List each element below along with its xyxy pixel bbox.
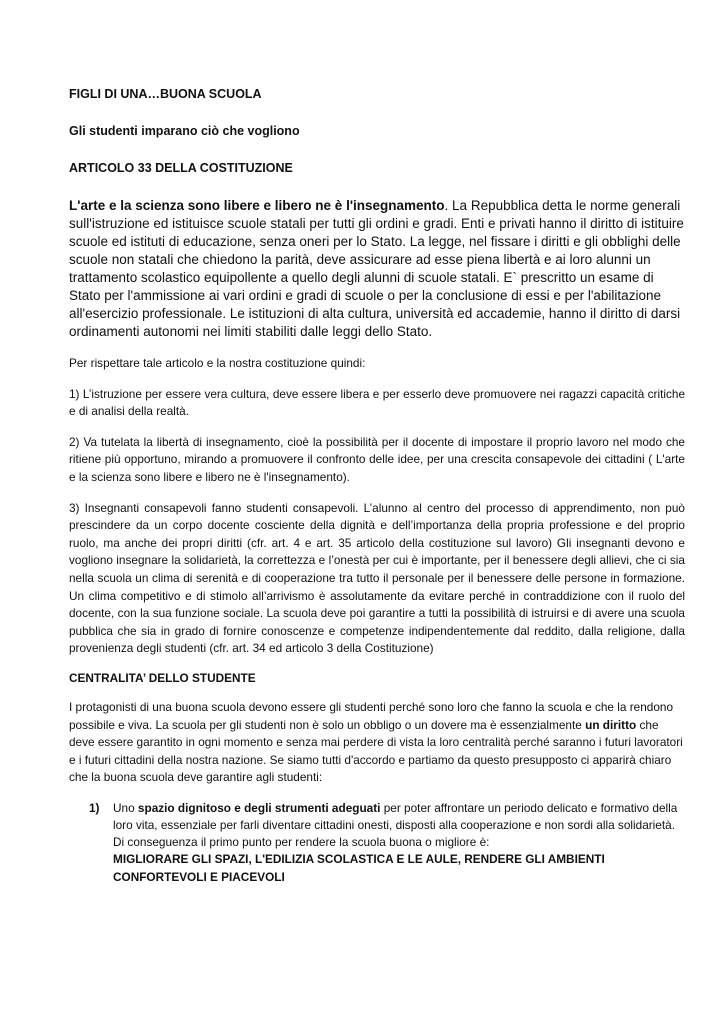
article-text <box>69 197 685 341</box>
centralita-paragraph <box>69 699 685 787</box>
centralita-bold: un diritto <box>585 717 637 732</box>
centralita-text-before: I protagonisti di una buona scuola devono essere gli studenti perché sono loro che fanno la scuola e che la rendono possibile e viva. La scuola per gli studenti non è solo un obbligo o un dovere ma è essenzialmente <box>69 699 674 732</box>
lead-in-paragraph: Per rispettare tale articolo e la nostra costituzione quindi: <box>69 356 366 370</box>
centralita-text-after: che deve essere garantito in ogni momento e senza mai perdere di vista la loro centralità perché saranno i futuri lavoratori e i futuri cittadini della nostra nazione. Se siamo tutti d'accordo e partiamo da questo presupposto ci apparirà chiaro che la buona scuola deve garantire agli studenti: <box>69 717 683 785</box>
list-item-text: per poter affrontare un periodo delicato e formativo della loro vita, essenziale per farli diventare cittadini onesti, disposti alla cooperazione e non sordi alla solidarietà. Di conseguenza il primo punto per rendere la scuola buona o migliore è: <box>113 800 678 850</box>
document-subtitle: Gli studenti imparano ciò che vogliono <box>69 124 300 138</box>
section-heading-centralita: CENTRALITA’ DELLO STUDENTE <box>69 670 256 685</box>
article-heading: ARTICOLO 33 DELLA COSTITUZIONE <box>69 161 293 175</box>
list-item-pre: Uno <box>113 800 138 815</box>
list-item-bold: spazio dignitoso e degli strumenti adeguati <box>137 800 381 815</box>
article-body: . La Repubblica detta le norme generali sull'istruzione ed istituisce scuole statali per tutti gli ordini e gradi. Enti e privati hanno il diritto di istituire scuole ed istituti di educazione, senza oneri per lo Stato. La legge, nel fissare i diritti e gli obblighi delle scuole non statali che chiedono la parità, deve assicurare ad esse piena libertà e ai loro alunni un trattamento scolastico equipollente a quello degli alunni di scuole statali. E` prescritto un esame di Stato per l'ammissione ai vari ordini e gradi di scuole o per la conclusione di essi e per l'abilitazione all'esercizio professionale. Le istituzioni di alta cultura, università ed accademie, hanno il diritto di darsi ordinamenti autonomi nei limiti stabiliti dalle leggi dello Stato. <box>69 198 684 339</box>
list-item-caps: MIGLIORARE GLI SPAZI, L'EDILIZIA SCOLASTICA E LE AULE, RENDERE GLI AMBIENTI CONFORTEVOLI E PIACEVOLI <box>113 852 605 884</box>
list-item-number: 1) <box>89 800 100 815</box>
point-paragraph-2: 2) Va tutelata la libertà di insegnamento, cioè la possibilità per il docente di impostare il proprio lavoro nel modo che ritiene più opportuno, mirando a promuovere il confronto delle idee, per una crescita consapevole dei cittadini ( L'arte e la scienza sono libere e libero ne è l'insegnamento). <box>69 434 685 484</box>
document-title: FIGLI DI UNA…BUONA SCUOLA <box>69 87 262 101</box>
point-paragraph-3: 3) Insegnanti consapevoli fanno studenti consapevoli. L’alunno al centro del processo di apprendimento, non può prescindere da un corpo docente cosciente della dignità e dell’importanza della propria professione e del proprio ruolo, ma anche dei propri diritti (cfr. art. 4 e art. 35 articolo della costituzione sul lavoro) Gli insegnanti devono e vogliono insegnare la solidarietà, la correttezza e l’onestà per cui è importante, per il benessere degli allievi, che ci sia nella scuola un clima di serenità e di cooperazione tra tutto il personale per il benessere delle persone in formazione. Un clima competitivo e di stimolo all’arrivismo è assolutamente da evitare perché in contraddizione con il ruolo del docente, con la sua funzione sociale. La scuola deve poi garantire a tutti la possibilità di istruirsi e di avere una scuola pubblica che sia in grado di fornire conoscenze e competenze indipendentemente dal reddito, dalla religione, dalla provenienza degli studenti (cfr. art. 34 ed articolo 3 della Costituzione) <box>69 500 685 656</box>
list-item <box>69 800 685 886</box>
article-bold-lead: L'arte e la scienza sono libere e libero ne è l'insegnamento <box>69 198 445 213</box>
point-paragraph-1: 1) L’istruzione per essere vera cultura, deve essere libera e per esserlo deve promuovere nei ragazzi capacità critiche e di analisi della realtà. <box>69 386 685 419</box>
